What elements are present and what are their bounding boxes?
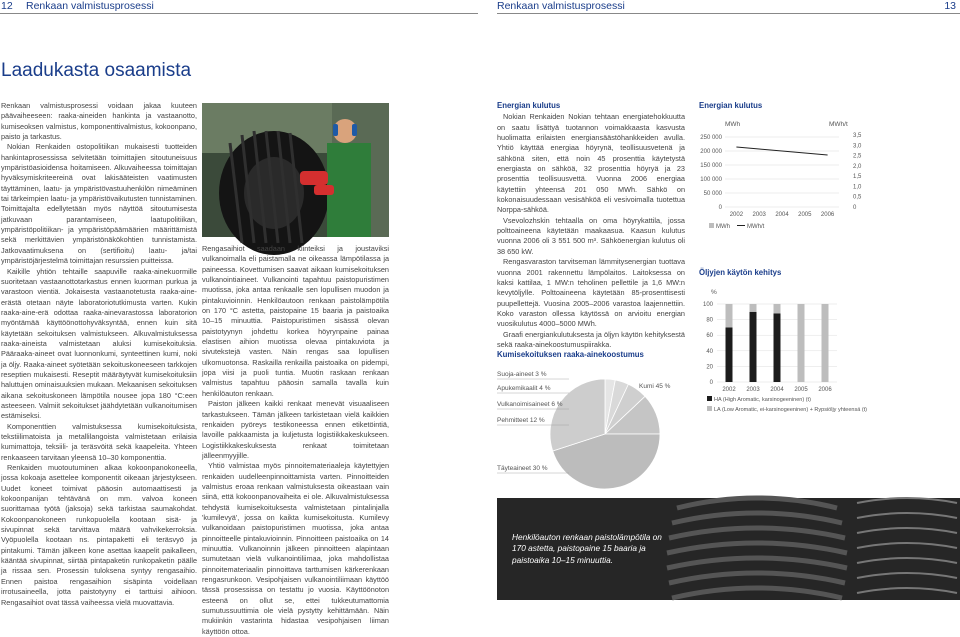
y-tick-label: 0: [709, 380, 713, 386]
main-title: Laadukasta osaamista: [1, 60, 192, 81]
bar-high-aromatic: [726, 327, 733, 382]
pie-label: Kumi 45 %: [639, 383, 671, 390]
y-tick-label: 40: [706, 348, 713, 355]
x-tick-label: 2006: [820, 212, 835, 218]
bar-low-aromatic: [798, 304, 805, 382]
paragraph: Renkaan valmistusprosessi voidaan jakaa kuuteen päävaiheeseen: raaka-aineiden hankinta ja vastaanotto, kumiseoksen valmistus, komponenttivalmistus, kokoonpano, paisto ja tarkastus.: [1, 101, 197, 142]
x-tick-label: 2004: [770, 387, 784, 393]
paragraph: Nokian Renkaiden Nokian tehtaan energiatehokkuutta on saatu lisättyä tuotannon voimakkaasta kasvusta huolimatta erilaisten energiansäästöhankkeiden avulla. Yhtiö käyttää energiaa höyrynä, teollisuusvetenä ja sähkönä siten, että noin 45 prosenttia käytetystä energiasta on sähköä, 32 prosenttia höyryä ja 23 prosenttia teollisuusvettä. Vuonna 2006 energiaa käytettiin yhteensä 201 050 MWh. Sähkö on kokonaisuudessaan vesisähköä eli vesivoimalla tuotettua Norppa-sähköä.: [497, 112, 685, 215]
pie-label: Apukemikaalit 4 %: [497, 385, 551, 392]
energy-heading: Energian kulutus: [497, 101, 561, 110]
right-page-header: [497, 0, 960, 14]
x-tick-label: 2002: [729, 212, 744, 218]
y-tick-label-right: 1,0: [853, 184, 862, 191]
x-tick-label: 2005: [798, 212, 812, 218]
y-tick-label: 20: [706, 364, 713, 371]
x-tick-label: 2004: [775, 212, 789, 218]
x-tick-label: 2005: [794, 387, 808, 393]
y-tick-label-right: 3,5: [853, 133, 862, 139]
pie-chart-title: Kumisekoituksen raaka-ainekoostumus: [497, 350, 644, 359]
bar-high-aromatic: [750, 312, 757, 382]
y-tick-label-left: 0: [718, 205, 722, 211]
y-axis-label-left: MWh: [725, 121, 741, 128]
bar-low-aromatic: [750, 304, 757, 312]
oil-usage-chart: [697, 282, 897, 432]
legend-swatch-mwh: [709, 223, 714, 228]
pie-label: Pehmitteet 12 %: [497, 417, 545, 424]
energy-consumption-chart: [697, 115, 867, 245]
x-tick-label: 2003: [746, 387, 760, 393]
y-tick-label: 60: [706, 333, 713, 340]
energy-chart-title: Energian kulutus: [699, 101, 763, 110]
x-tick-label: 2003: [752, 212, 766, 218]
body-column-3: [497, 101, 685, 350]
body-column-1: [1, 101, 197, 608]
y-tick-label-right: 3,0: [853, 143, 862, 150]
paragraph: Komponenttien valmistuksessa kumisekoituksista, tekstiilimatoista ja metallilangoista valmistetaan erilaisia kumimattoja, teksiili- ja teräsvöitä sekä kaapeleita. Yhteen renkaaseen tarvitaan yleensä 10–30 komponenttia.: [1, 421, 197, 462]
paragraph: Vsevolozhskin tehtaalla on oma höyrykattila, jossa polttoaineena käytetään maakaasua. Kaasun kulutus vuonna 2006 oli 3 551 500 m³. Sähköenergian kulutus oli 38 650 kW.: [497, 215, 685, 256]
y-tick-label: 100: [702, 302, 713, 308]
legend-label-mwh-per-t: MWh/t: [747, 224, 765, 230]
pie-label: Suoja-aineet 3 %: [497, 371, 547, 378]
worker-tire-photo: [202, 103, 389, 237]
left-page-header: [0, 0, 478, 14]
x-tick-label: 2006: [818, 387, 832, 393]
legend-label-mwh: MWh: [716, 224, 730, 230]
paragraph: Graafi energiankulutuksesta ja öljyn käytön kehityksestä sekä raaka-ainekoostumuspiirakka.: [497, 329, 685, 349]
paragraph: Paiston jälkeen kaikki renkaat menevät visuaaliseen tarkastukseen. Tämän jälkeen tarkistetaan vielä kaikkien renkaiden pyöreys testikoneessa ennen etiketöintiä, lavoille pakkaamista ja kuljetusta logistiikkakeskukseen. Logistiikkakeskuksesta renkaat toimitetaan jälleenmyyjille.: [202, 399, 389, 460]
bar-low-aromatic: [726, 304, 733, 327]
pie-label: Vulkanoimisaineet 6 %: [497, 401, 563, 408]
paragraph: Kaikille yhtiön tehtaille saapuville raaka-ainekuormille suoritetaan vastaanottotarkastus ennen kuorman purkua ja varastoon vientiä. Jokaisesta vastaanotetusta raaka-aine-erästä otetaan näyte laboratoriotutkimusta varten. Kukin raaka-aine-erä odottaa raaka-ainevarastossa laboratorion myöntämää käyttöönottohyväksyntää, ennen kuin sitä käytetään sekoituksen valmistukseen. Alkuvalmistuksessa raaka-aineista valmistetaan aluksi kumisekoituksia. Pääraaka-aineet ovat luonnonkumi, synteettinen kumi, noki ja öljy. Raaka-aineet syötetään sekoituskoneeseen tarkkojen reseptien mukaisesti. Reseptit määräytyvät kumisekoituksiin haluttujen ominaisuuksien mukaan. Mekaanisen sekoituksen aikana sekoituskoneen lämpötila nousee jopa 180 °C:een asteeseen. Valmiit sekoitukset jäähdytetään vulkanoitumisen estämiseksi.: [1, 266, 197, 421]
y-tick-label-left: 200 000: [700, 149, 722, 155]
paragraph: Yhtiö valmistaa myös pinnoitemateriaaleja käytettyjen renkaiden uudelleenpinnoittamista varten. Pinnoitteiden valmistus eroaa renkaan valmistuksesta oikeastaan vain siinä, että kokoonpanovaiheita ei ole. Alkuvalmistuksessa tehdystä kumisekoituksesta valmistetaan pintalinjalla 'kumilevyä', jossa on kaikta kumisekoitusta. Kumilevy vulkanoidaan paistopuristimen muotissa, joka antaa pinnoitteelle pintakuvioinnin. Pinnoitteen paistoaika on 14 minuuttia. Vulkanoinnin jälkeen pinnoitteen alapintaan sumutetaan vielä vulkanointiliimaa, joka mahdollistaa pinnoitemateriaalin pinnoittava tarttumisen kärkerenkaan rengasrunkoon. Vesipohjaisen vulkanointiliimaan käyttöö tässä prosessissa on testattu jo vuosia. Käyttöönoton esteenä on ollut se, ettei tukkeutumattomia sumutussuuttimia ole vielä pystytty kehittämään. Näin mukiinkin vastarinta hidastaa vesipohjaisen liiman käyttöön ottoa.: [202, 461, 389, 636]
bar-high-aromatic: [774, 313, 781, 382]
body-column-2: [202, 244, 389, 637]
header-title-left: Renkaan valmistusprosessi: [26, 0, 154, 12]
y-tick-label-left: 50 000: [703, 191, 722, 197]
pie-label: Täyteaineet 30 %: [497, 465, 548, 472]
y-tick-label-right: 0: [853, 205, 857, 211]
legend-label-la: LA (Low Aromatic, ei-karsinogeeninen) + Rypsiöljy yhteensä (t): [714, 407, 868, 413]
bar-low-aromatic: [774, 304, 781, 313]
y-tick-label-right: 1,5: [853, 174, 862, 181]
y-tick-label-right: 0,5: [853, 194, 862, 201]
paragraph: Rengasaihiot saadaan kiinteiksi ja joustaviksi vulkanoimalla eli paistamalla ne oikeassa lämpötilassa ja paineessa. Kovettumisen saavat aikaan kumisekoituksen vulkanointiaineet. Vulkanointi tapahtuu paistopuristimen muotissa, joka antaa renkaalle sen lopullisen muodon ja pintakuvioinnin. Henkilöautoon renkaan paistolämpötila on 170 °C astetta, paistopaine 15 baaria ja paistoaika 10–15 minuuttia. Paistopuristimen sisässä olevan paistotyynyn johdettu korkea höyrynpaine painaa elastisen aihion muotissa olevaa pintakuviota ja sivutekstejä vasten. Näin rengas saa lopullisen ulkomuotonsa. Raskailla renkailla paistoaika on pidempi, jopa viisi ja puoli tuntia. Muotin raskaan renkaan valmistus tapahtuu pääosin samalla tavalla kuin henkilöauton renkaan.: [202, 244, 389, 398]
y-tick-label-left: 100 000: [700, 177, 722, 183]
y-tick-label: 80: [706, 317, 713, 324]
raw-material-pie-chart: [497, 362, 687, 494]
paragraph: Rengasvaraston tarvitseman lämmitysenergian tuottava vuonna 2001 rakennettu lämpölaitos. Laitoksessa on kaksi kattilaa, 1 MW:n teholinen pellettile ja 1,6 MW:n kevytöljylle. Polttoaineena käytetään 85-prosenttisesti puupellettejä. Vuosina 2005–2006 varastoa laajennettiin. Koko varaston ollessa käytössä on arvioitu energian vuosikulutus 4000–5000 MWh.: [497, 257, 685, 329]
paragraph: Renkaiden muotoutuminen alkaa kokoonpanokoneella, jossa kokoaja asettelee komponentit oikeaan järjestykseen. Uudet koneet toimivat pääosin automaattisesti ja kokoonpanijan tehtävänä on mm. valvoa koneen suorittamaa työtä (jaksoja) sekä tarkistaa saumakohdat. Kokoonpanokoneen runkopuolella kootaan sisä- ja sivupinnat sekä tarvittava määrä vahvikekerroksia. Vyöpuolella kootaan ns. pintapaketti eli teräsvyö ja pintakumi. Tämän jälkeen kone asettaa kaapelit paikalleen, kääntää sivupinnat, siirtää pintapaketin runkopaketin päälle ja rissaa sen. Prosessin tuloksena syntyy rengasaihio. Ennen paistoa rengasaihion sisäpinta voidellaan irrotusaineella, jotta paistotyyny ei tarttuisi aihioon. Rengasaihiot ovat tässä vaiheessa vielä muovattavia.: [1, 463, 197, 607]
y-tick-label-left: 250 000: [700, 135, 722, 141]
legend-swatch-ha: [707, 396, 712, 401]
x-tick-label: 2002: [722, 387, 736, 393]
header-title-right: Renkaan valmistusprosessi: [497, 0, 625, 12]
paragraph: Nokian Renkaiden ostopolitiikan mukaisesti tuotteiden hankintaprosessissa selvitetään toimittajien sitoutuneisuus ympäristöasioidensa hoitamiseen. Alkuvaiheessa toimittajan hyväksymiskriteereinä ovat lakisääteisten vaatimusten täyttäminen, laatu- ja ympäristövastuuhenkilön nimeäminen tai tärkeimpien laatu- ja ympäristövaikutusten tunnistaminen. Toimittajalta edellytetään myös näyttöä sitoutumisesta jatkuvaan parantamiseen, laatupolitiikan, ympäristöpolitiikan- ja ympäristöpäämäärien määrittämistä sekä merkittävien ympäristönäkökohtien tunnistamista. Jatkovaatimuksena on (sertifioitu) laatu- ja/tai ympäristöjärjestelmä toimittajan resurssien puitteissa.: [1, 142, 197, 266]
photo-caption: Henkilöauton renkaan paistolämpötila on 170 astetta, paistopaine 15 baaria ja paistoaika 10–15 minuuttia.: [512, 532, 662, 565]
y-tick-label-right: 2,0: [853, 163, 862, 170]
y-axis-label: %: [711, 289, 717, 296]
legend-swatch-la: [707, 406, 712, 411]
legend-label-ha: HA (High Aromatic, karsinogeeninen) (t): [714, 397, 811, 403]
y-axis-label-right: MWh/t: [829, 121, 848, 128]
y-tick-label-left: 150 000: [700, 163, 722, 169]
page-number-left: 12: [1, 0, 13, 12]
y-tick-label-right: 2,5: [853, 153, 862, 160]
oil-chart-title: Öljyjen käytön kehitys: [699, 268, 782, 277]
page-number-right: 13: [944, 0, 956, 12]
bar-low-aromatic: [822, 304, 829, 382]
